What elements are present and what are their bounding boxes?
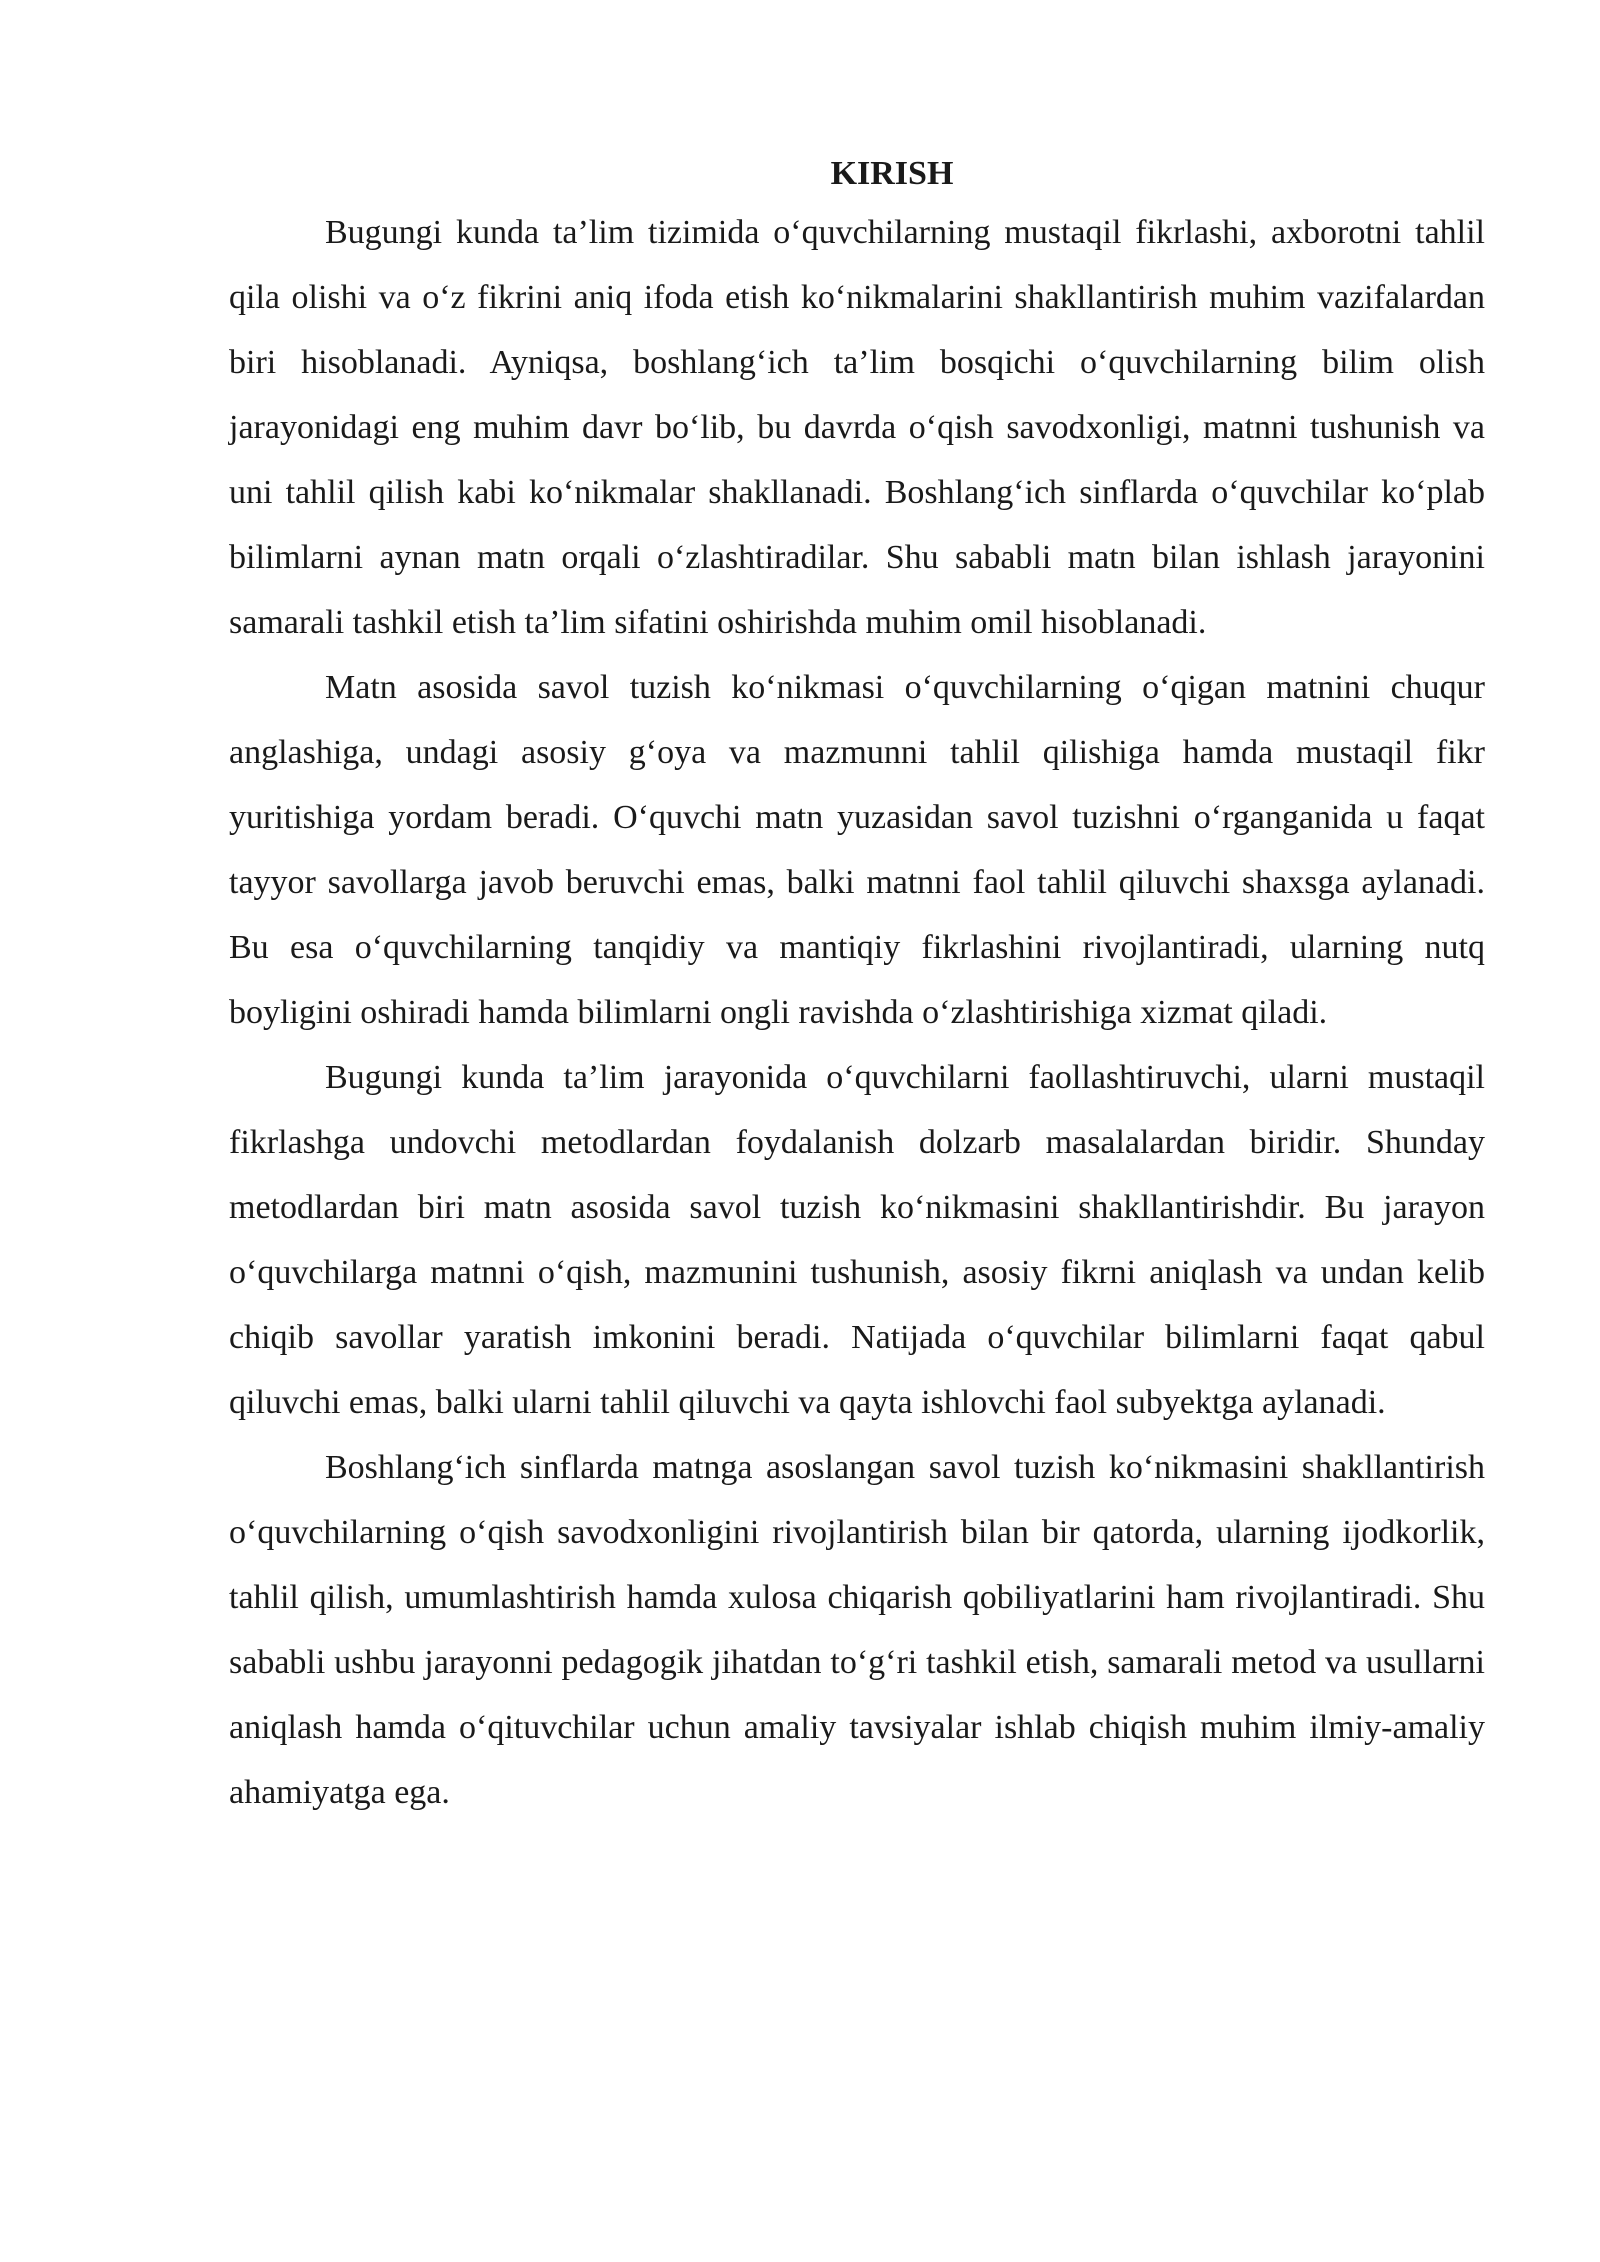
paragraph-3: Bugungi kunda ta’lim jarayonida o‘quvchilarni faollashtiruvchi, ularni mustaqil fikrlashga undovchi metodlardan foydalanish dolzarb masalalardan biridir. Shunday metodlardan biri matn asosida savol tuzish ko‘nikmasini shakllantirishdir. Bu jarayon o‘quvchilarga matnni o‘qish, mazmunini tushunish, asosiy fikrni aniqlash va undan kelib chiqib savollar yaratish imkonini beradi. Natijada o‘quvchilar bilimlarni faqat qabul qiluvchi emas, balki ularni tahlil qiluvchi va qayta ishlovchi faol subyektga aylanadi.: [229, 1059, 1485, 1421]
paragraph-4: Boshlang‘ich sinflarda matnga asoslangan savol tuzish ko‘nikmasini shakllantirish o‘quvchilarning o‘qish savodxonligini rivojlantirish bilan bir qatorda, ularning ijodkorlik, tahlil qilish, umumlashtirish hamda xulosa chiqarish qobiliyatlarini ham rivojlantiradi. Shu sababli ushbu jarayonni pedagogik jihatdan to‘g‘ri tashkil etish, samarali metod va usullarni aniqlash hamda o‘qituvchilar uchun amaliy tavsiyalar ishlab chiqish muhim ilmiy-amaliy ahamiyatga ega.: [229, 1449, 1485, 1811]
section-title: KIRISH: [830, 155, 954, 192]
paragraph-1: Bugungi kunda ta’lim tizimida o‘quvchilarning mustaqil fikrlashi, axborotni tahlil qila olishi va o‘z fikrini aniq ifoda etish ko‘nikmalarini shakllantirish muhim vazifalardan biri hisoblanadi. Ayniqsa, boshlang‘ich ta’lim bosqichi o‘quvchilarning bilim olish jarayonidagi eng muhim davr bo‘lib, bu davrda o‘qish savodxonligi, matnni tushunish va uni tahlil qilish kabi ko‘nikmalar shakllanadi. Boshlang‘ich sinflarda o‘quvchilar ko‘plab bilimlarni aynan matn orqali o‘zlashtiradilar. Shu sababli matn bilan ishlash jarayonini samarali tashkil etish ta’lim sifatini oshirishda muhim omil hisoblanadi.: [229, 214, 1485, 641]
paragraph-2: Matn asosida savol tuzish ko‘nikmasi o‘quvchilarning o‘qigan matnini chuqur anglashiga, undagi asosiy g‘oya va mazmunni tahlil qilishiga hamda mustaqil fikr yuritishiga yordam beradi. O‘quvchi matn yuzasidan savol tuzishni o‘rganganida u faqat tayyor savollarga javob beruvchi emas, balki matnni faol tahlil qiluvchi shaxsga aylanadi. Bu esa o‘quvchilarning tanqidiy va mantiqiy fikrlashini rivojlantiradi, ularning nutq boyligini oshiradi hamda bilimlarni ongli ravishda o‘zlashtirishiga xizmat qiladi.: [229, 669, 1485, 1031]
document-body: [229, 148, 1485, 1825]
